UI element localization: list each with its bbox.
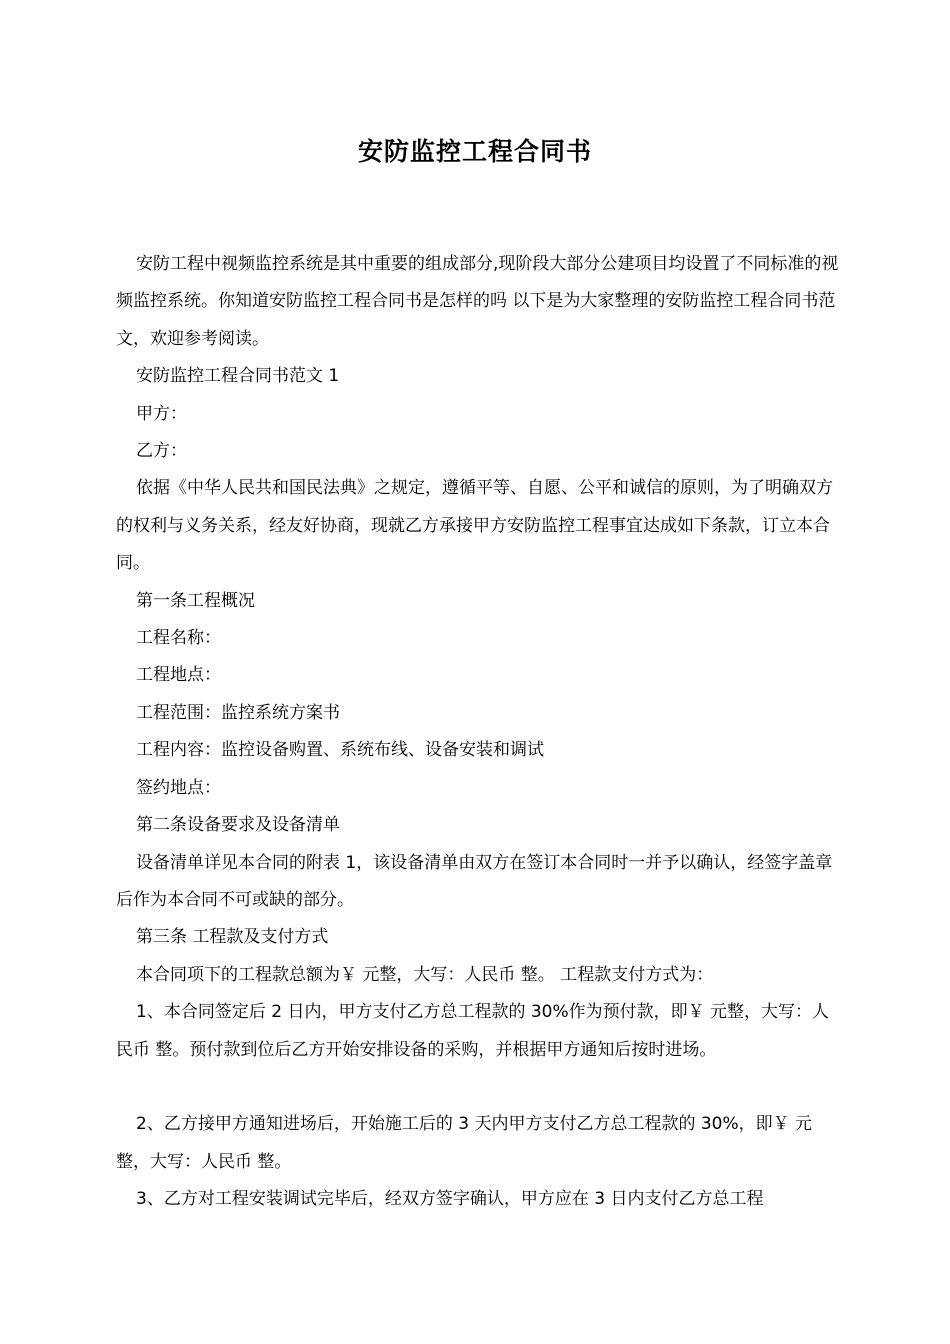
document-body bbox=[116, 246, 841, 1219]
total-amount-line: 本合同项下的工程款总额为￥ 元整，大写：人民币 整。 工程款支付方式为： bbox=[136, 964, 714, 985]
blank-line bbox=[116, 1069, 841, 1106]
intro-paragraph: 安防工程中视频监控系统是其中重要的组成部分,现阶段大部分公建项目均设置了不同标准的视频监控系统。你知道安防监控工程合同书是怎样的吗 以下是为大家整理的安防监控工程合同书范文，欢迎参考阅读。 bbox=[116, 254, 839, 349]
project-scope-line: 工程范围：监控系统方案书 bbox=[136, 702, 340, 723]
article-1-heading: 第一条工程概况 bbox=[136, 590, 255, 611]
project-content-line: 工程内容：监控设备购置、系统布线、设备安装和调试 bbox=[136, 740, 544, 761]
project-location-line: 工程地点： bbox=[136, 665, 221, 686]
signing-location-line: 签约地点： bbox=[136, 777, 221, 798]
project-name-line: 工程名称： bbox=[136, 628, 221, 649]
preamble-paragraph: 依据《中华人民共和国民法典》之规定，遵循平等、自愿、公平和诚信的原则，为了明确双方的权利与义务关系，经友好协商，现就乙方承接甲方安防监控工程事宜达成如下条款，订立本合同。 bbox=[116, 478, 833, 574]
article-2-heading: 第二条设备要求及设备清单 bbox=[136, 815, 340, 836]
document-title: 安防监控工程合同书 bbox=[357, 137, 592, 166]
article-3-heading: 第三条 工程款及支付方式 bbox=[136, 927, 329, 948]
sample-heading: 安防监控工程合同书范文 1 bbox=[136, 366, 340, 387]
payment-clause-1: 1、本合同签定后 2 日内，甲方支付乙方总工程款的 30%作为预付款，即￥ 元整，大写：人民币 整。预付款到位后乙方开始安排设备的采购，并根据甲方通知后按时进场。 bbox=[116, 1002, 830, 1060]
party-a-line: 甲方： bbox=[136, 403, 187, 424]
payment-clause-3: 3、乙方对工程安装调试完毕后，经双方签字确认，甲方应在 3 日内支付乙方总工程 bbox=[136, 1189, 764, 1210]
party-b-line: 乙方： bbox=[136, 441, 187, 462]
payment-clause-2: 2、乙方接甲方通知进场后，开始施工后的 3 天内甲方支付乙方总工程款的 30%，即￥ 元整，大写：人民币 整。 bbox=[116, 1114, 813, 1172]
equipment-list-paragraph: 设备清单详见本合同的附表 1，该设备清单由双方在签订本合同时一并予以确认，经签字盖章后作为本合同不可或缺的部分。 bbox=[116, 852, 833, 910]
